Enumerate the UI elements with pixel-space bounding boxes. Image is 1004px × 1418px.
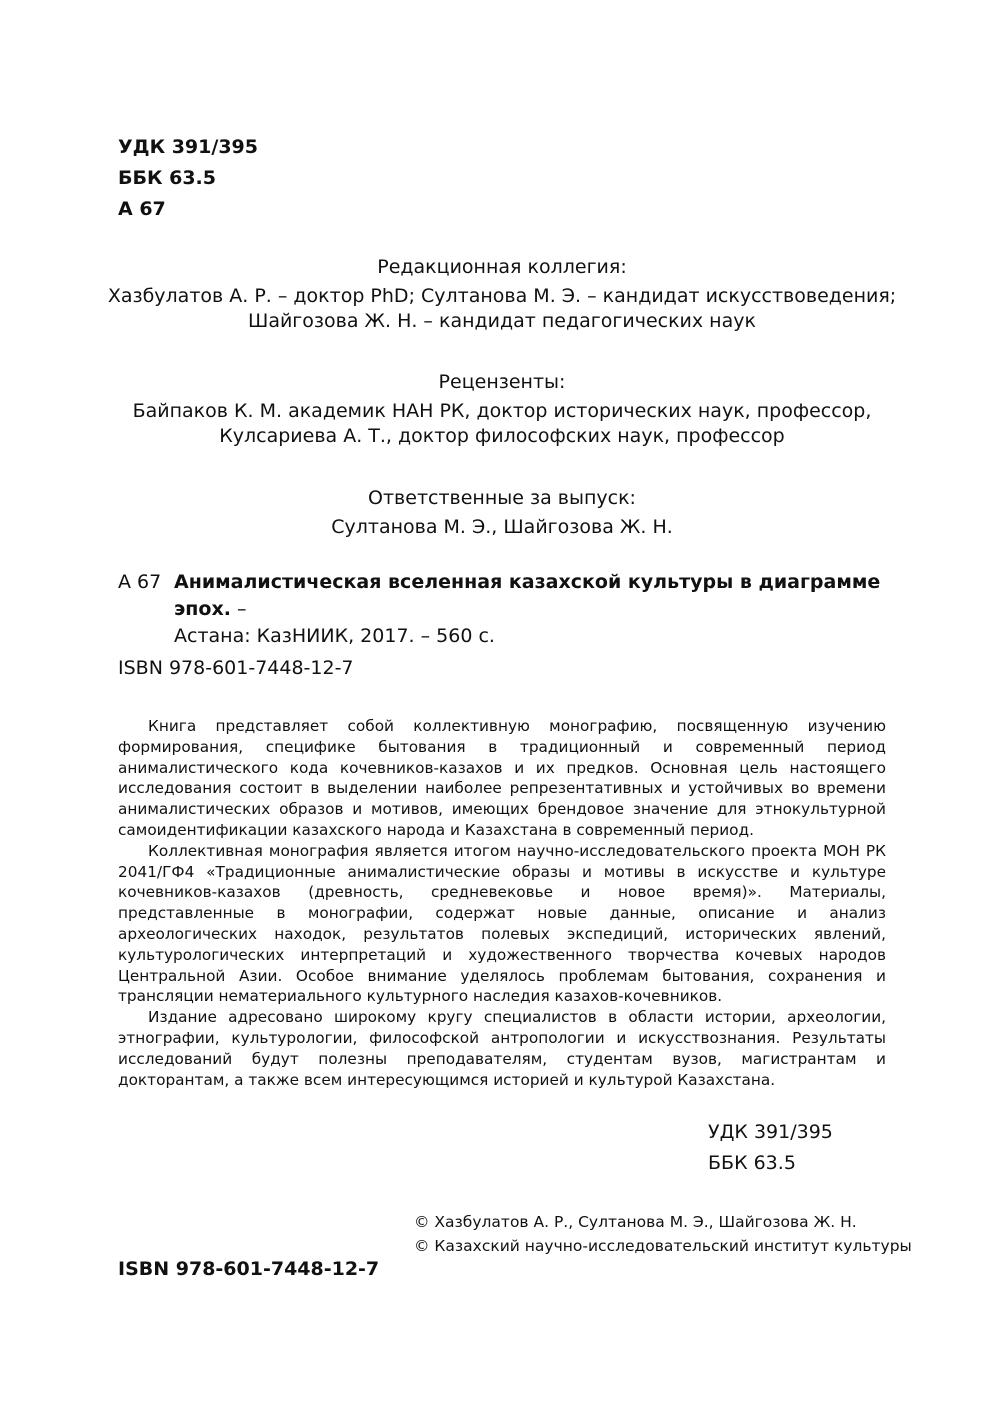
author-mark: А 67 bbox=[118, 198, 166, 220]
isbn-bottom: ISBN 978-601-7448-12-7 bbox=[118, 1258, 380, 1280]
reviewers-heading: Рецензенты: bbox=[438, 371, 566, 393]
annotation bbox=[118, 716, 886, 1090]
copyright-line: © Казахский научно-исследовательский институт культуры bbox=[414, 1237, 912, 1255]
catalog-entry bbox=[118, 569, 888, 650]
isbn-line: ISBN 978-601-7448-12-7 bbox=[118, 657, 354, 679]
reviewer-line: Кулсариева А. Т., доктор философских наук, профессор bbox=[219, 425, 785, 447]
book-imprint: Астана: КазНИИК, 2017. – 560 с. bbox=[174, 625, 495, 647]
responsible-line: Султанова М. Э., Шайгозова Ж. Н. bbox=[331, 516, 673, 538]
bbk-code: ББК 63.5 bbox=[118, 167, 216, 189]
editorial-board-line: Шайгозова Ж. Н. – кандидат педагогических наук bbox=[248, 310, 756, 332]
editorial-board-line: Хазбулатов А. Р. – доктор PhD; Султанова М. Э. – кандидат искусствоведения; bbox=[107, 285, 897, 307]
editorial-board-heading: Редакционная коллегия: bbox=[377, 256, 627, 278]
annotation-paragraph: Издание адресовано широкому кругу специалистов в области истории, археологии, этнографии, культурологии, философской антропологии и искусствознания. Результаты исследований будут полезны преподавателям, студентам вузов, магистрантам и докторантам, а также всем интересующимся историей и культурой Казахстана. bbox=[118, 1008, 886, 1089]
classification-codes-bottom bbox=[708, 1117, 833, 1179]
editorial-board bbox=[100, 255, 904, 334]
responsible-editors bbox=[100, 486, 904, 540]
annotation-paragraph: Коллективная монография является итогом научно-исследовательского проекта МОН РК 2041/ГФ4 «Традиционные анималистические образы и мотивы в искусстве и культуре кочевников-казахов (древность, средневековье и новое время)». Материалы, представленные в монографии, содержат новые данные, описание и анализ археологических находок, результатов полевых экспедиций, исторических явлений, культурологических интерпретаций и художественного творчества кочевых народов Центральной Азии. Особое внимание уделялось проблемам бытования, сохранения и трансляции нематериального культурного наследия казахов-кочевников. bbox=[118, 841, 886, 1006]
responsible-heading: Ответственные за выпуск: bbox=[368, 487, 636, 509]
annotation-paragraph: Книга представляет собой коллективную монографию, посвященную изучению формирования, специфике бытования в традиционный и современный период анималистического кода кочевников-казахов и их предков. Основная цель настоящего исследования состоит в выделении наиболее репрезентативных и устойчивых во времени анималистических образов и мотивов, имеющих брендовое значение для этнокультурной самоидентификации казахского народа и Казахстана в современный период. bbox=[118, 717, 886, 839]
title-dash: – bbox=[230, 598, 247, 620]
udk-code: УДК 391/395 bbox=[708, 1121, 833, 1143]
bbk-code: ББК 63.5 bbox=[708, 1152, 796, 1174]
catalog-index: А 67 bbox=[118, 571, 162, 593]
copyright-line: © Хазбулатов А. Р., Султанова М. Э., Шайгозова Ж. Н. bbox=[414, 1213, 857, 1231]
udk-code: УДК 391/395 bbox=[118, 136, 258, 158]
classification-codes-top bbox=[118, 132, 258, 225]
reviewers bbox=[100, 370, 904, 449]
reviewer-line: Байпаков К. М. академик НАН РК, доктор исторических наук, профессор, bbox=[132, 400, 872, 422]
catalog-description bbox=[174, 569, 888, 650]
book-title: Анималистическая вселенная казахской культуры в диаграмме эпох. bbox=[174, 571, 881, 620]
copyright-block bbox=[414, 1210, 912, 1258]
